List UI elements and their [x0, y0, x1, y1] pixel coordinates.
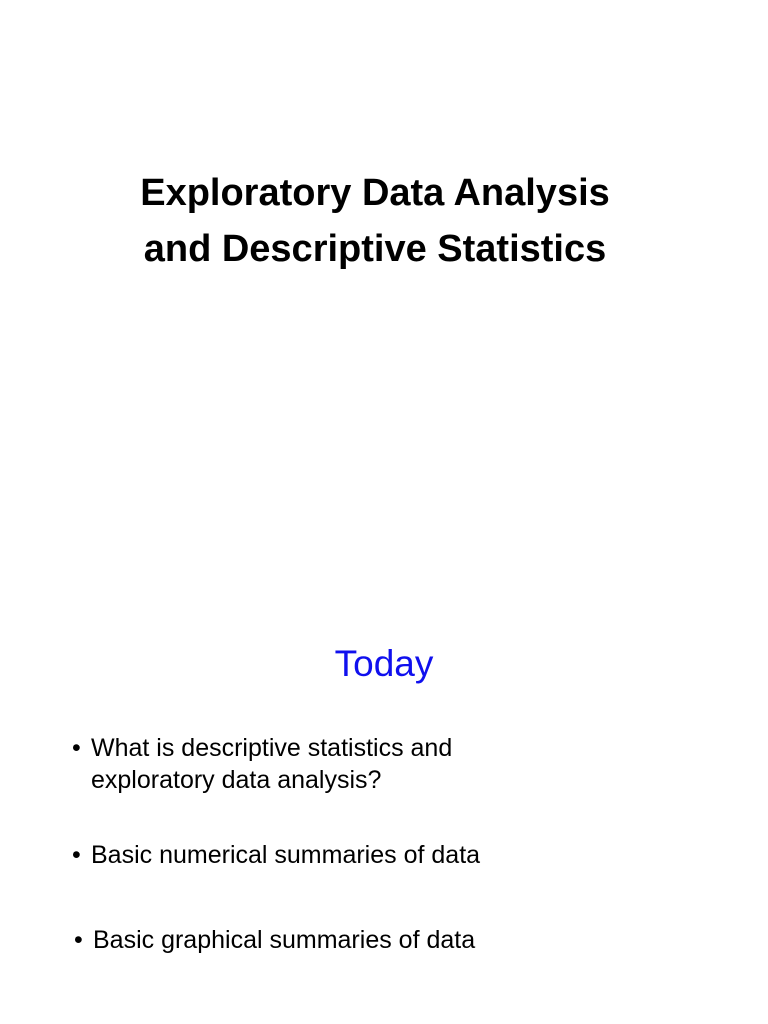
bullet-text-line: What is descriptive statistics and — [91, 734, 453, 762]
agenda-slide — [0, 512, 768, 1024]
slide-heading: Today — [334, 643, 434, 684]
bullet-icon: • — [72, 734, 81, 762]
slide-title — [0, 165, 768, 277]
list-item — [72, 839, 712, 871]
bullet-text-line: exploratory data analysis? — [91, 766, 382, 794]
bullet-text-line: Basic numerical summaries of data — [91, 841, 481, 869]
title-line: Exploratory Data Analysis — [140, 172, 610, 214]
title-line: and Descriptive Statistics — [143, 228, 607, 270]
bullet-icon: • — [72, 841, 81, 869]
list-item — [72, 732, 712, 796]
bullet-icon: • — [74, 926, 83, 954]
list-item — [74, 924, 714, 956]
bullet-text-line: Basic graphical summaries of data — [93, 926, 476, 954]
